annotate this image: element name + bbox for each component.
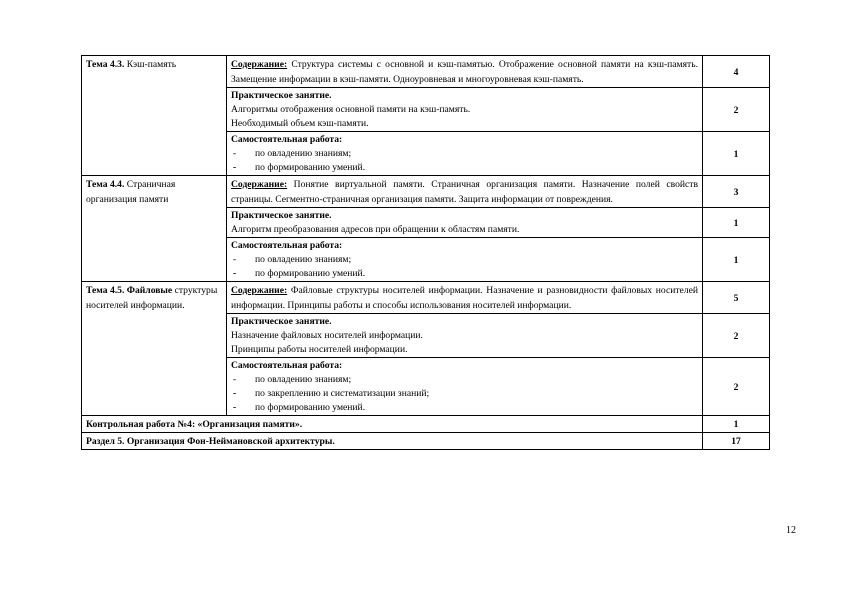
content-label: Содержание: bbox=[231, 59, 288, 70]
practice-label: Практическое занятие. bbox=[231, 210, 332, 221]
practice-label: Практическое занятие. bbox=[231, 90, 332, 101]
hours-cell: 2 bbox=[703, 358, 770, 416]
hours-cell: 5 bbox=[703, 282, 770, 314]
control-work-cell: Контрольная работа №4: «Организация памяти». bbox=[82, 416, 703, 433]
list-item-text: по формированию умений. bbox=[255, 162, 366, 173]
content-text: Файловые структуры носителей информации. Назначение и разновидности файловых носителей информации. Принципы работы и способы использования носителей информации. bbox=[231, 285, 698, 311]
list-item: - по формированию умений. bbox=[233, 268, 366, 279]
syllabus-table bbox=[81, 55, 770, 450]
topic-cell bbox=[82, 176, 227, 282]
content-cell bbox=[227, 56, 703, 88]
table-row bbox=[82, 56, 770, 88]
practice-line: Принципы работы носителей информации. bbox=[231, 344, 408, 355]
topic-number: Тема 4.3. bbox=[86, 59, 125, 70]
topic-number: Тема 4.5. Файловые bbox=[86, 285, 173, 296]
practice-line: Алгоритм преобразования адресов при обращении к областям памяти. bbox=[231, 224, 520, 235]
practice-cell bbox=[227, 208, 703, 238]
selfwork-cell bbox=[227, 132, 703, 176]
practice-cell bbox=[227, 88, 703, 132]
list-item-text: по формированию умений. bbox=[255, 402, 366, 413]
content-text: Понятие виртуальной памяти. Страничная организация памяти. Назначение полей свойств страницы. Сегментно-страничная организация памяти. Защита информации от повреждения. bbox=[231, 179, 698, 205]
practice-line: Необходимый объем кэш-памяти. bbox=[231, 118, 369, 129]
list-item: - по формированию умений. bbox=[233, 162, 366, 173]
list-item: - по закреплению и систематизации знаний; bbox=[233, 388, 430, 399]
topic-title: структуры носителей информации. bbox=[86, 285, 218, 311]
list-item-text: по овладению знаниям; bbox=[255, 148, 352, 159]
list-item: - по овладению знаниям; bbox=[233, 374, 352, 385]
topic-cell bbox=[82, 56, 227, 176]
content-label: Содержание: bbox=[231, 285, 288, 296]
hours-cell: 1 bbox=[703, 238, 770, 282]
table-row bbox=[82, 282, 770, 314]
list-item: - по овладению знаниям; bbox=[233, 254, 352, 265]
hours-cell: 4 bbox=[703, 56, 770, 88]
practice-label: Практическое занятие. bbox=[231, 316, 332, 327]
list-item-text: по формированию умений. bbox=[255, 268, 366, 279]
content-text: Структура системы с основной и кэш-памятью. Отображение основной памяти на кэш-память. Замещение информации в кэш-памяти. Одноуровневая и многоуровневая кэш-память. bbox=[231, 59, 698, 85]
content-label: Содержание: bbox=[231, 179, 288, 190]
practice-line: Назначение файловых носителей информации. bbox=[231, 330, 423, 341]
practice-cell bbox=[227, 314, 703, 358]
content-cell bbox=[227, 176, 703, 208]
topic-cell bbox=[82, 282, 227, 416]
list-item-text: по овладению знаниям; bbox=[255, 254, 352, 265]
list-item: - по формированию умений. bbox=[233, 402, 366, 413]
hours-cell: 1 bbox=[703, 132, 770, 176]
topic-title: Кэш-память bbox=[124, 59, 177, 70]
list-item: - по овладению знаниям; bbox=[233, 148, 352, 159]
table-row bbox=[82, 176, 770, 208]
selfwork-cell bbox=[227, 238, 703, 282]
hours-cell: 1 bbox=[703, 416, 770, 433]
hours-cell: 2 bbox=[703, 88, 770, 132]
selfwork-label: Самостоятельная работа: bbox=[231, 360, 343, 371]
list-item-text: по овладению знаниям; bbox=[255, 374, 352, 385]
hours-cell: 1 bbox=[703, 208, 770, 238]
list-item-text: по закреплению и систематизации знаний; bbox=[255, 388, 430, 399]
practice-line: Алгоритмы отображения основной памяти на кэш-память. bbox=[231, 104, 471, 115]
table-row bbox=[82, 416, 770, 433]
section-title-cell: Раздел 5. Организация Фон-Неймановской архитектуры. bbox=[82, 433, 703, 450]
table-row bbox=[82, 433, 770, 450]
selfwork-cell bbox=[227, 358, 703, 416]
selfwork-label: Самостоятельная работа: bbox=[231, 134, 343, 145]
hours-cell: 2 bbox=[703, 314, 770, 358]
content-cell bbox=[227, 282, 703, 314]
hours-cell: 17 bbox=[703, 433, 770, 450]
hours-cell: 3 bbox=[703, 176, 770, 208]
selfwork-label: Самостоятельная работа: bbox=[231, 240, 343, 251]
topic-number: Тема 4.4. bbox=[86, 179, 125, 190]
topic-title: Страничная организация памяти bbox=[86, 179, 176, 205]
page-number: 12 bbox=[786, 525, 796, 536]
